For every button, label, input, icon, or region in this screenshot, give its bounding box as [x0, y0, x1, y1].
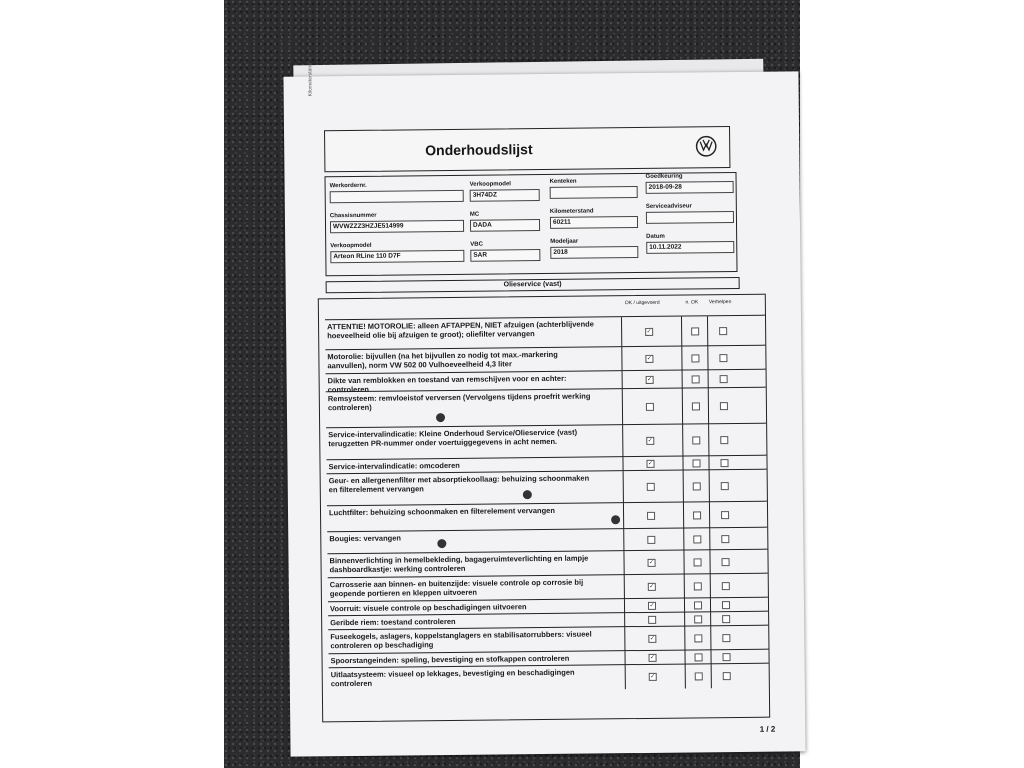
checkbox-ok[interactable]: ✓	[647, 437, 653, 444]
verkoopmodel-field: Verkoopmodel Arteon RLine 110 D7F	[330, 242, 464, 263]
checkbox-ok[interactable]: ✓	[649, 602, 655, 609]
column-divider	[622, 371, 623, 389]
checklist-table	[318, 294, 770, 723]
checklist-item-text: Carrosserie aan binnen- en buitenzijde: visuele controle op corrosie bij geopende portieren en kleppen uitvoeren	[329, 577, 584, 599]
column-divider	[710, 650, 711, 664]
column-divider	[710, 626, 711, 650]
checklist-item-text: Spoorstangeinden: speling, bevestiging en stofkappen controleren	[330, 653, 570, 666]
column-divider	[709, 470, 710, 502]
modeljaar-field: Modeljaar 2018	[550, 238, 638, 259]
column-divider	[710, 574, 711, 598]
column-divider	[682, 389, 683, 425]
verkoopmodel-code-field: Verkoopmodel 3H74DZ	[470, 181, 540, 202]
column-divider	[621, 317, 622, 347]
document-title: Onderhoudslijst	[425, 141, 533, 159]
checkbox-ok[interactable]: ✓	[647, 460, 654, 467]
column-divider	[684, 627, 685, 651]
column-divider	[709, 502, 710, 528]
checklist-item-text: Remsysteem: remvloeistof verversen (Vervolgens tijdens proefrit werking controleren)	[327, 391, 591, 413]
checkbox-verhelpen[interactable]	[721, 535, 729, 543]
chassisnummer-field: Chassisnummer WVWZZZ3HZJE514999	[330, 212, 464, 233]
checklist-row	[329, 663, 769, 693]
marker-dot	[437, 539, 446, 548]
checklist-item-text: Dikte van remblokken en toestand van remschijven voor en achter: controleren	[327, 373, 567, 395]
column-divider	[624, 613, 625, 627]
checkbox-nok[interactable]	[692, 375, 700, 383]
column-divider	[683, 503, 684, 529]
checkbox-nok[interactable]	[692, 436, 700, 444]
checkbox-ok[interactable]: ✓	[649, 583, 655, 590]
checklist-row	[326, 387, 766, 429]
marker-dot	[436, 413, 445, 422]
marker-dot	[611, 515, 620, 524]
checkbox-verhelpen[interactable]	[721, 511, 729, 519]
column-divider	[683, 471, 684, 503]
werkordernr-field: Werkordernr.	[330, 182, 464, 203]
checkbox-verhelpen[interactable]	[719, 354, 727, 362]
kenteken-field: Kenteken	[550, 178, 638, 199]
vw-logo-icon	[695, 135, 717, 157]
checkbox-verhelpen[interactable]	[720, 402, 728, 410]
column-divider	[709, 550, 710, 574]
mc-field: MC DADA	[470, 211, 540, 232]
column-divider	[624, 651, 625, 665]
checklist-item-text: ATTENTIE! MOTOROLIE: alleen AFTAPPEN, NIET afzuigen (achterblijvende hoeveelheid olie bij afzuigen te groot); oliefilter vervangen	[327, 319, 594, 341]
checkbox-verhelpen[interactable]	[721, 482, 729, 490]
checkbox-nok[interactable]	[693, 535, 701, 543]
checkbox-verhelpen[interactable]	[723, 653, 731, 661]
column-divider	[711, 664, 712, 688]
checkbox-verhelpen[interactable]	[722, 615, 730, 623]
checkbox-ok[interactable]	[647, 512, 655, 520]
checkbox-ok[interactable]: ✓	[646, 355, 652, 362]
column-divider	[707, 316, 708, 346]
checkbox-verhelpen[interactable]	[723, 672, 731, 680]
vehicle-info-box	[324, 172, 737, 276]
column-divider	[682, 425, 683, 457]
checkbox-nok[interactable]	[691, 354, 699, 362]
checkbox-nok[interactable]	[694, 582, 702, 590]
checklist-item-text: Voorruit: visuele controle op beschadigingen uitvoeren	[329, 602, 527, 614]
column-divider	[708, 370, 709, 388]
checkbox-verhelpen[interactable]	[720, 375, 728, 383]
column-divider	[685, 665, 686, 689]
checkbox-nok[interactable]	[695, 672, 703, 680]
checklist-item-text: Service-intervalindicatie: Kleine Onderhoud Service/Olieservice (vast) terugzetten PR-nummer onder voertuiggegevens in acht nemen.	[328, 427, 578, 449]
goedkeuring-field: Goedkeuring 2018-09-28	[645, 173, 733, 194]
checkbox-ok[interactable]	[647, 483, 655, 491]
checkbox-nok[interactable]	[694, 558, 702, 566]
checkbox-nok[interactable]	[693, 511, 701, 519]
checkbox-ok[interactable]: ✓	[650, 654, 656, 661]
column-divider	[682, 371, 683, 389]
col-header-nok: n. OK	[685, 299, 699, 306]
column-divider	[710, 598, 711, 612]
checklist-item-text: Binnenverlichting in hemelbekleding, bagageruimteverlichting en lampje dashboardkastje: werking controleren	[329, 553, 589, 575]
column-divider	[684, 599, 685, 613]
column-divider	[684, 651, 685, 665]
column-divider	[681, 317, 682, 347]
maintenance-sheet	[283, 63, 805, 756]
column-divider	[623, 471, 624, 503]
column-divider	[683, 529, 684, 551]
column-divider	[681, 347, 682, 371]
checkbox-ok[interactable]: ✓	[647, 376, 653, 383]
col-header-ok: OK / uitgevoerd	[624, 299, 660, 307]
checkbox-nok[interactable]	[694, 601, 702, 609]
kilometerstand-field: Kilometerstand 60211	[550, 208, 638, 229]
checkbox-ok[interactable]	[647, 536, 655, 544]
checklist-item-text: Fuseekogels, aslagers, koppelstanglagers en stabilisatorrubbers: visueel controleren op beschadiging	[330, 629, 592, 651]
marker-dot	[523, 490, 532, 499]
checklist-item-text: Uitlaatsysteem: visueel op lekkages, bevestiging en beschadigingen controleren	[330, 667, 575, 689]
column-divider	[709, 528, 710, 550]
vbc-field: VBC SAR	[470, 241, 540, 262]
col-header-verhelpen: Verhelpen	[708, 299, 732, 306]
column-divider	[684, 613, 685, 627]
margin-note: Kilometerstand	[307, 63, 314, 97]
column-divider	[708, 424, 709, 456]
checkbox-verhelpen[interactable]	[720, 459, 728, 467]
column-divider	[683, 551, 684, 575]
checklist-item-text: Motorolie: bijvullen (na het bijvullen zo nodig tot max.-markering aanvullen), norm VW 502 00 Vulhoeveelheid 4,3 liter	[327, 349, 558, 371]
checkbox-ok[interactable]: ✓	[646, 328, 652, 335]
checkbox-verhelpen[interactable]	[722, 558, 730, 566]
column-divider	[708, 388, 709, 424]
column-divider	[624, 627, 625, 651]
checklist-item-text: Bougies: vervangen	[329, 533, 402, 544]
checkbox-nok[interactable]	[692, 459, 700, 467]
column-divider	[708, 456, 709, 470]
column-divider	[624, 599, 625, 613]
checkbox-verhelpen[interactable]	[722, 601, 730, 609]
checkbox-nok[interactable]	[694, 615, 702, 623]
column-divider	[684, 575, 685, 599]
title-box	[324, 126, 730, 172]
column-divider	[710, 612, 711, 626]
column-divider	[707, 346, 708, 370]
column-divider	[622, 389, 623, 425]
column-divider	[624, 575, 625, 599]
datum-field: Datum 10.11.2022	[646, 233, 734, 254]
checklist-item-text: Geur- en allergenenfilter met absorptiekoollaag: behuizing schoonmaken en filterelement vervangen	[328, 473, 590, 495]
checklist-item-text: Service-intervalindicatie: omcoderen	[328, 460, 460, 472]
checklist-item-text: Geribde riem: toestand controleren	[330, 616, 456, 628]
column-divider	[625, 665, 626, 689]
checkbox-verhelpen[interactable]	[722, 582, 730, 590]
checkbox-ok[interactable]	[648, 616, 656, 624]
checkbox-nok[interactable]	[695, 653, 703, 661]
column-divider	[622, 457, 623, 471]
checkbox-ok[interactable]: ✓	[649, 635, 655, 642]
column-divider	[623, 529, 624, 551]
checkbox-ok[interactable]: ✓	[649, 559, 655, 566]
serviceadviseur-field: Serviceadviseur	[646, 203, 734, 224]
checkbox-nok[interactable]	[692, 402, 700, 410]
checkbox-verhelpen[interactable]	[719, 327, 727, 335]
column-divider	[623, 503, 624, 529]
checklist-item-text: Luchtfilter: behuizing schoonmaken en filterelement vervangen	[328, 505, 555, 518]
column-divider	[623, 551, 624, 575]
checkbox-ok[interactable]	[646, 403, 654, 411]
checkbox-nok[interactable]	[694, 634, 702, 642]
checkbox-verhelpen[interactable]	[722, 634, 730, 642]
page-number: 1 / 2	[759, 724, 776, 734]
checkbox-ok[interactable]: ✓	[650, 673, 656, 680]
column-divider	[622, 425, 623, 457]
section-header: Olieservice (vast)	[326, 277, 740, 293]
column-divider	[682, 457, 683, 471]
checkbox-nok[interactable]	[693, 482, 701, 490]
checkbox-nok[interactable]	[691, 327, 699, 335]
column-divider	[621, 347, 622, 371]
checkbox-verhelpen[interactable]	[720, 436, 728, 444]
